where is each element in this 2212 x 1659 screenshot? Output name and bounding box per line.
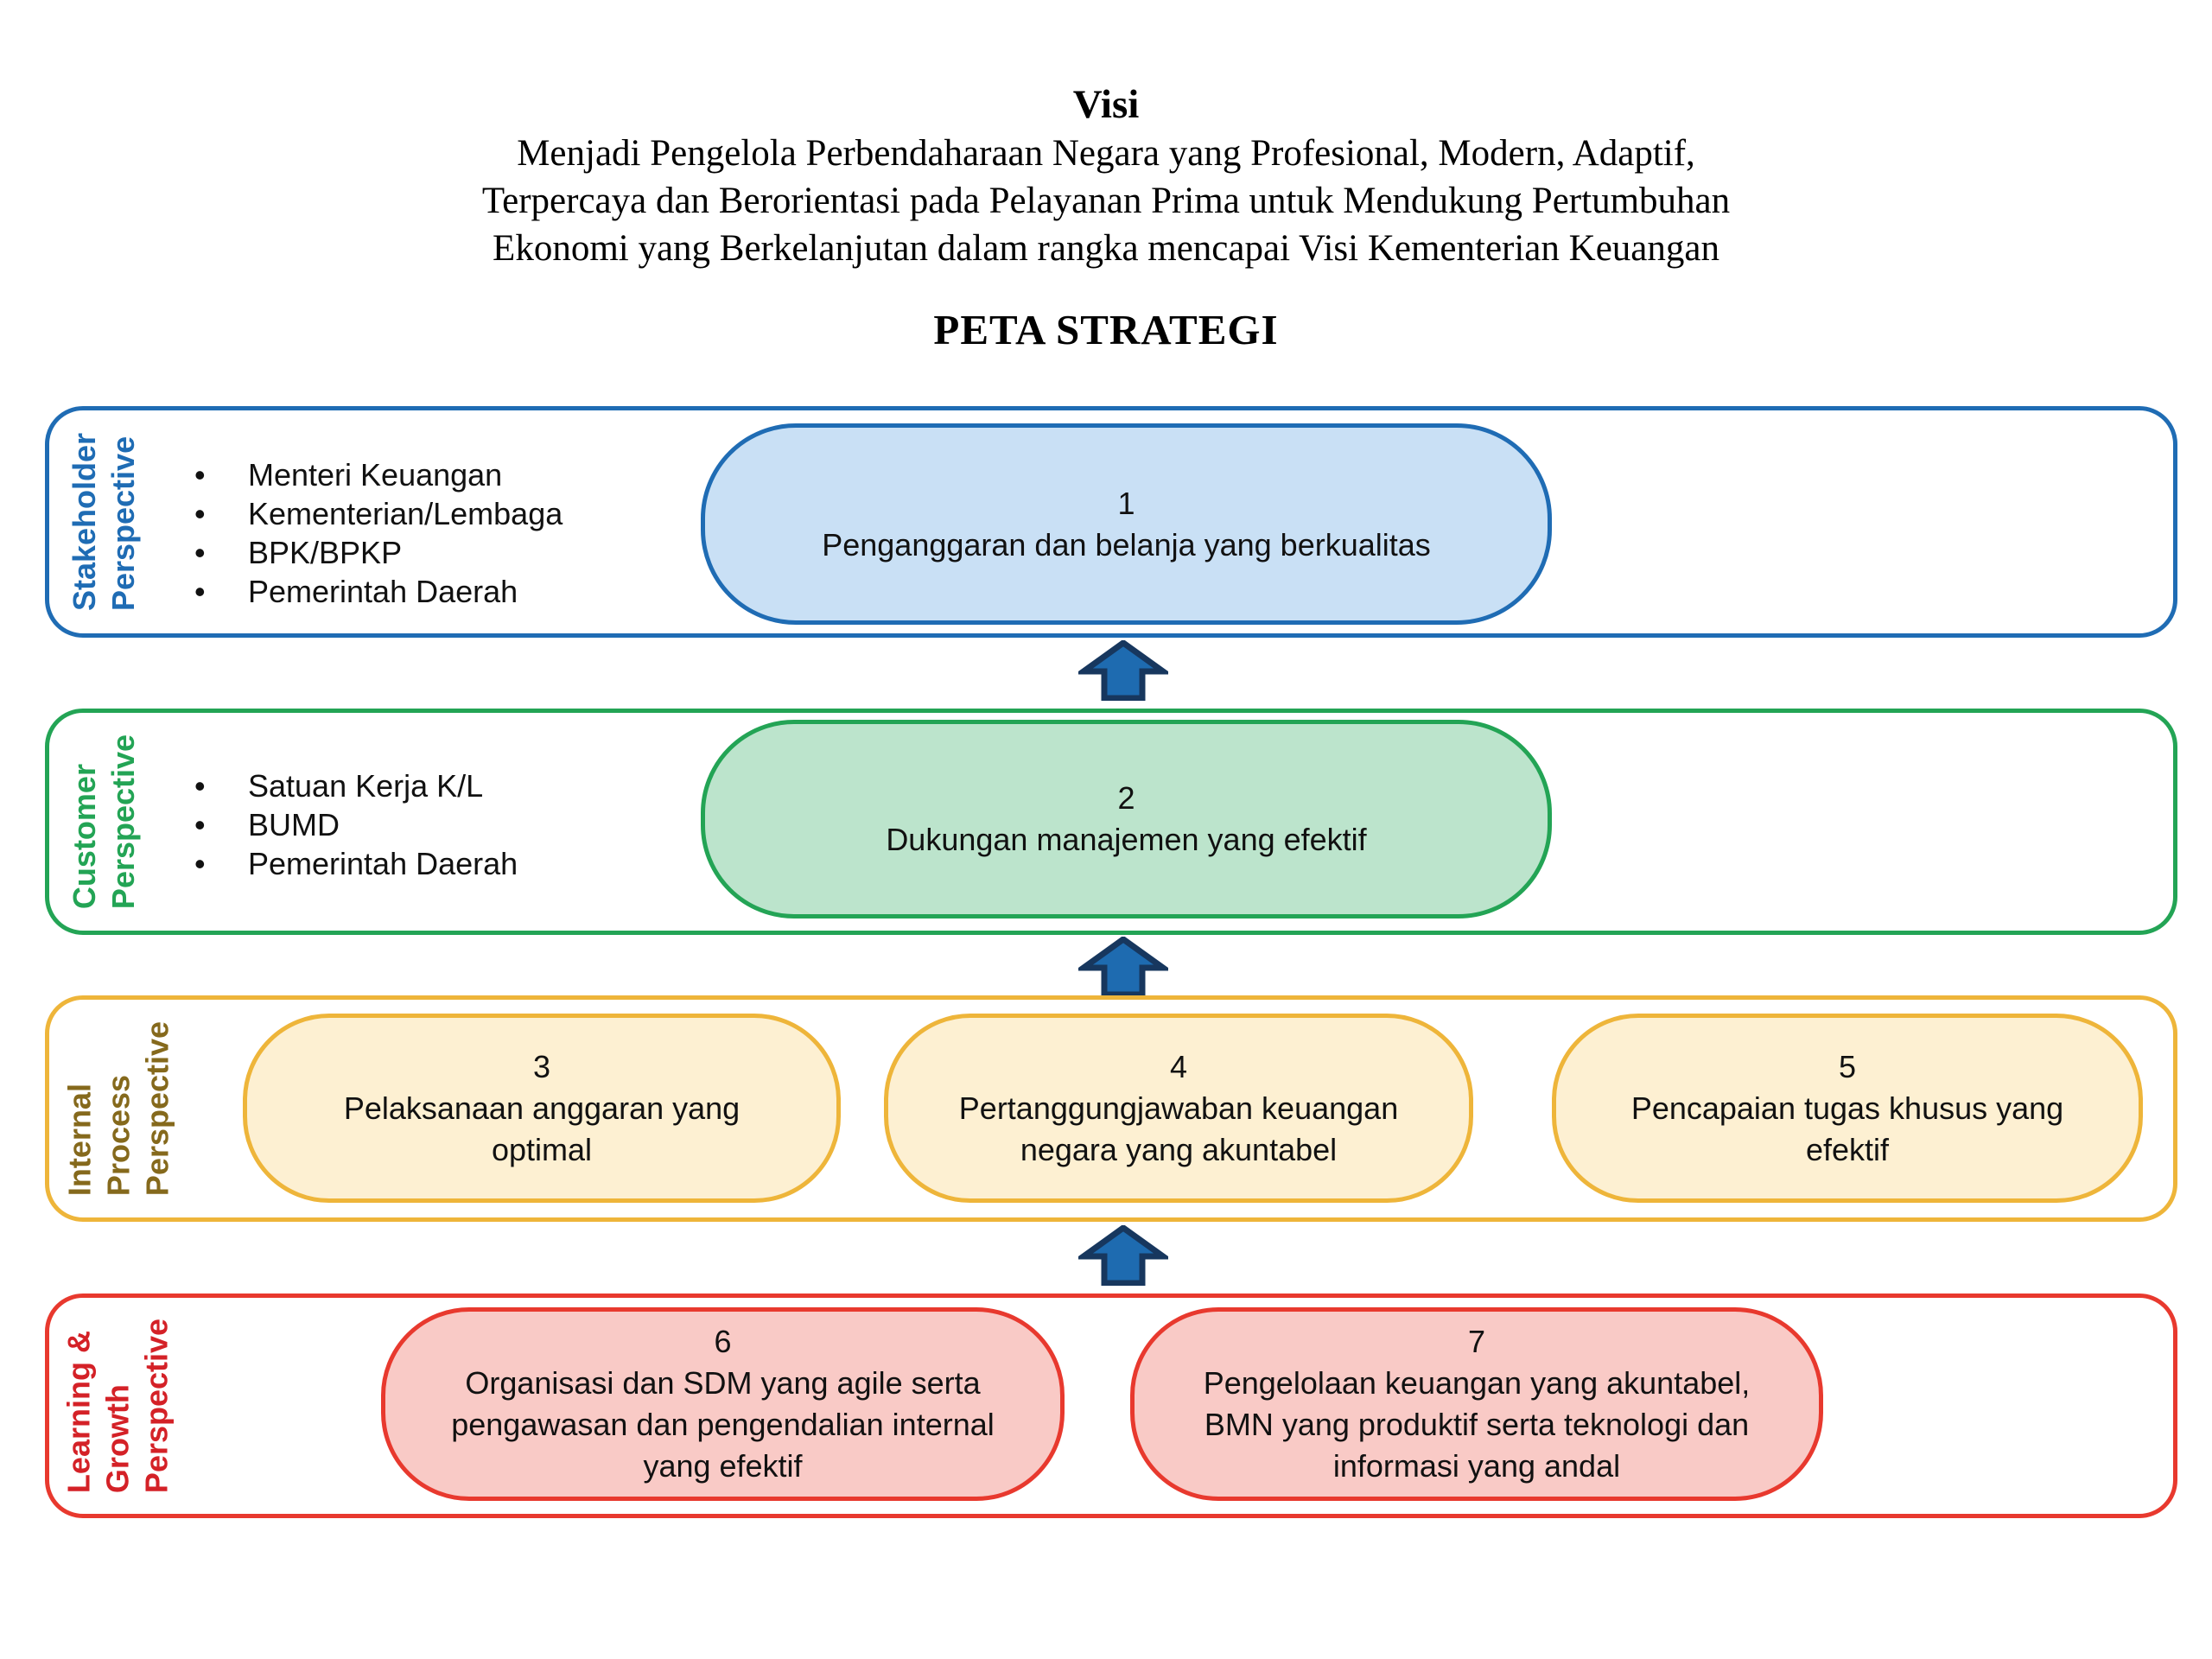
objective-text: Pelaksanaan anggaran yang optimal <box>343 1090 741 1167</box>
objective-pill-1 <box>701 423 1552 625</box>
vision-line: Menjadi Pengelola Perbendaharaan Negara yang Profesional, Modern, Adaptif, <box>517 133 1695 174</box>
bullet-icon: • <box>194 807 206 842</box>
vision-line: Terpercaya dan Berorientasi pada Pelayanan Prima untuk Mendukung Pertumbuhan <box>481 181 1731 221</box>
objective-pill-3 <box>243 1014 841 1203</box>
objective-pill-6 <box>381 1307 1065 1501</box>
band-customer-perspective <box>45 709 2177 935</box>
bullet-icon: • <box>194 535 206 570</box>
learning-growth-perspective-label: Learning & Growth Perspective <box>60 1318 175 1494</box>
list-item: • Satuan Kerja K/L <box>194 768 484 804</box>
objective-text: Pencapaian tugas khusus yang efektif <box>1630 1090 2064 1167</box>
vision-heading: Visi <box>1072 82 1140 127</box>
objective-pill-5 <box>1552 1014 2143 1203</box>
bullet-icon: • <box>194 768 206 804</box>
customer-perspective-label: Customer Perspective <box>67 734 141 910</box>
list-item: • BPK/BPKP <box>194 535 403 570</box>
band-learning-growth-perspective <box>45 1294 2177 1518</box>
bullet-icon: • <box>194 496 206 531</box>
objective-number: 3 <box>532 1048 551 1084</box>
objective-number: 2 <box>1117 780 1135 816</box>
bullet-icon: • <box>194 457 206 493</box>
stakeholder-perspective-label: Stakeholder Perspective <box>67 432 141 612</box>
customer-bullet-list <box>194 766 518 883</box>
objective-number: 4 <box>1169 1048 1188 1084</box>
up-arrow-icon <box>1078 640 1168 701</box>
list-item: • Kementerian/Lembaga <box>194 496 563 531</box>
objective-pill-2 <box>701 720 1552 918</box>
list-item: • Pemerintah Daerah <box>194 574 518 609</box>
list-item: • BUMD <box>194 807 340 842</box>
objective-number: 6 <box>714 1324 732 1359</box>
list-item: • Pemerintah Daerah <box>194 846 518 881</box>
objective-text: Pengelolaan keuangan yang akuntabel, BMN yang produktif serta teknologi dan informasi yang andal <box>1203 1365 1751 1484</box>
bullet-icon: • <box>194 574 206 609</box>
up-arrow-icon <box>1078 1225 1168 1286</box>
objective-number: 7 <box>1467 1324 1486 1359</box>
internal-process-perspective-label: Internal Process Perspective <box>61 1020 175 1197</box>
bullet-icon: • <box>194 846 206 881</box>
objective-pill-7 <box>1130 1307 1823 1501</box>
vision-line: Ekonomi yang Berkelanjutan dalam rangka mencapai Visi Kementerian Keuangan <box>493 228 1719 269</box>
up-arrow-icon <box>1078 937 1168 997</box>
objective-text: Organisasi dan SDM yang agile serta pengawasan dan pengendalian internal yang efektif <box>451 1365 995 1484</box>
objective-text: Pertanggungjawaban keuangan negara yang akuntabel <box>958 1090 1399 1167</box>
title-block <box>0 79 2212 354</box>
strategy-map-title: PETA STRATEGI <box>933 306 1279 353</box>
objective-number: 5 <box>1838 1048 1857 1084</box>
list-item: • Menteri Keuangan <box>194 457 503 493</box>
band-stakeholder-perspective <box>45 406 2177 638</box>
stakeholder-bullet-list <box>194 455 563 611</box>
objective-pill-4 <box>884 1014 1473 1203</box>
objective-number: 1 <box>1117 485 1135 521</box>
objective-text: Dukungan manajemen yang efektif <box>886 822 1367 857</box>
band-internal-process-perspective <box>45 995 2177 1222</box>
objective-text: Penganggaran dan belanja yang berkualitas <box>822 526 1431 563</box>
